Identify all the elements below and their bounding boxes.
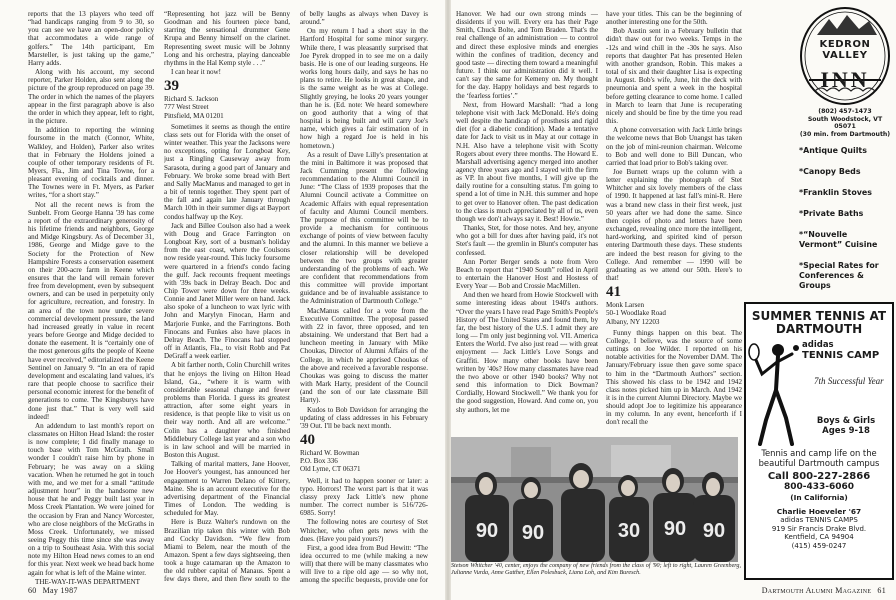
- address-line: 50-1 Woodlake Road: [606, 309, 666, 318]
- paragraph: Hanover. We had our own strong minds — dissidents if you will. Every era has their Page Smith, Chuck Bolte, and Tom Braden. That's the real challenge of an administration — to control and direct these explosive minds and energies within the confines of tradition, decency and good taste — directing them toward a meaningful future. I think our administration did it well. I can't say the same for Kemeny on. My thought for the day. Happy holidays and best regards to the ‘fearless forties’.”: [456, 10, 598, 100]
- paragraph: of belly laughs as always when Davey is around.”: [300, 10, 428, 27]
- paragraph: Well, it had to happen sooner or later: a typo. Horrors! The worst part is that it was classy prexy Jack Little's new phone number. The correct number is 516/726-6985. Sorry!: [300, 476, 428, 518]
- tennis-player-icon: [748, 340, 804, 448]
- paragraph: Ann Porter Berger sends a note from Vero Beach to report that “1940 South” rolled in April to entertain the Hanover Host and Hostess of Every Year — Bob and Crossie MacMillen.: [456, 257, 598, 291]
- class-year-heading: 39: [164, 78, 179, 95]
- tennis-ad-title: SUMMER TENNIS AT DARTMOUTH: [751, 309, 887, 336]
- paragraph: Along with his account, my second reporter, Parker Holden, also sent along the picture of the group reproduced on page 39. The order in which the names of the players appear in the first paragraph above is also the order in which they appear, left to right, in the picture.: [28, 68, 154, 126]
- paragraph: And then we heard from Howie Stockwell with some interesting ideas about 1940's authors. “Over the years I have read Page Smith's People's History of The United States and found them, by far, the best history of the U.S. I admit they are long — I'm only just beginning vol. VII. America Enters the World. I've also just read — with great enjoyment — Jack Little's Love Songs and Graffiti. How many other books have been written by '40s? How many classmates have read the two above or other 1940 books? Why not send this information to Dick Bowman? Cordially, Howard Stockwell.” We thank you for the good suggestion, Howard. And come on, you shy authors, let me: [456, 291, 598, 414]
- call-phone: Call 800-227-2866: [767, 471, 871, 482]
- issue-date: May 1987: [42, 586, 78, 595]
- address-line: 777 West Street: [164, 103, 209, 112]
- paragraph: The following notes are courtesy of Stet Whitcher, who often gets news with the dues. (Have you paid yours?): [300, 518, 428, 543]
- inn-contact: [799, 108, 891, 138]
- page-folio: [28, 586, 84, 595]
- class-year-heading: 40: [300, 431, 315, 448]
- successful-year: 7th Successful Year: [814, 376, 884, 386]
- class-year-heading: 41: [606, 284, 621, 301]
- paragraph: Funny things happen on this beat. The College, I believe, was the source of some cuttings on Joe Wilder. I reported on his notable activities for the November DAM. The January/February issue then gave some space to him in the “Dartmouth Authors” section. This showed his class to be 1942 and 1942 class notes picked him up in March. And 1942 it is in the current Alumni Directory. Maybe we should adopt Joe to legitimize his appearance in my column. In any event, henceforth if I don't recall the: [606, 328, 742, 427]
- paragraph: A bit farther north, Colin Churchill writes that he enjoys the living on Hilton Head Island, Ga., “where it is warm with considerable seasonal change and fewer problems than Florida. I guess its greatest attraction, after some eight years in residence, is that people like to visit us on their way north. And all are welcome.” Colin has a daughter who finished Middlebury College last year and a son who is in law school and will be married in Boston this August.: [164, 361, 290, 460]
- paragraph: Kudos to Bob Davidson for arranging the updating of class addresses in his February '39 Out. I'll be back next month.: [300, 405, 428, 430]
- inn-address: South Woodstock, VT 05071: [807, 115, 883, 131]
- address-line: Richard W. Bowman: [300, 448, 360, 457]
- group-photo-image: [451, 437, 738, 562]
- inn-name-top: KEDRON VALLEY: [819, 39, 871, 61]
- right-column-2: [606, 10, 742, 434]
- paragraph: Jack and Billee Coulson also had a week with Doug and Grace Farrington on Longboat Key, sort of a busman's holiday from the east coast, where the Coulsons now reside year-round. This lucky foursome were quartered in a friend's condo facing the gulf. Jack recounts frequent meetings with '39s back in Delray Beach. Doc and Chip Tower were down for three weeks. Connie and Janet Miller were on hand. Jack also spoke of a luncheon to wax lyric with John and Marylyn Finocan, Harm and Marjorie Funke, and the Farringtons. Both Finocans and Funkes also have places in Delray Beach. The Finocans had stopped off in Atlantis, Fla., to visit Robb and Pat DeGraff a week earlier.: [164, 221, 290, 361]
- paragraph: “Representing hot jazz will be Benny Goodman and his fourteen piece band, starring the sensational drummer Gene Krupa and Benny himself on the clarinet. Representing sweet music will be Johnny Long and his orchestra, playing danceable rhythms in the Hal Kemp style . . .”: [164, 10, 290, 67]
- paragraph: Bob Austin sent in a February bulletin that didn't thaw out for two weeks. Temps in the -12s and wind chill in the -30s he says. Also reports that daughter Pat has presented Helen with another grandson, Robin. This makes a total of six and their daughter Lisa is expecting in August. Bob's wife, June, hit the deck with pneumonia and spent a week in the hospital before getting clearance to come home. I called in March to learn that June is recuperating nicely and should be fine by the time you read this.: [606, 27, 742, 126]
- paragraph: As a result of Dave Lilly's presentation at the mini in Baltimore it was proposed that Jack Cumming present the following recommendation to the Alumni Council in June: “The Class of 1939 proposes that the Alumni Council activate a Committee on Academic Affairs with equal representation of faculty and Alumni Council members. The purpose of this committee will be to provide a mechanism for continuous exchange of points of view between faculty and the alumni. In this manner we believe a closer relationship will be developed between the two groups with greater understanding of the problems of each. We are confident that recommendations from this committee will provide important guidance and be of invaluable assistance to the Administration of Dartmouth College.”: [300, 150, 428, 306]
- paragraph: An addendum to last month's report on classmates on Hilton Head Island: the roster is now complete; I did finally manage to touch base with Tom McGrath. Small wonder I couldn't raise him by phone in February; he was away on a skiing vacation. When he returned he got in touch with me, and we met for a small “attitude adjustment hour” in the handsome new house that he and Peggy built last year in Moss Creek Plantation. We were joined for the occasion by Fran and Nancy Worcester, who are close neighbors of the McGraths in Moss Creek. Unfortunately, we missed seeing Peggy this time since she was away on a trip to Southeast Asia. With this social note my Hilton Head news comes to an end for this year. Next week we head back home again for what is left of the Maine winter.: [28, 421, 154, 577]
- class-secretary-address: [164, 95, 290, 120]
- paragraph: MacManus called for a vote from the Executive Committee. The proposal passed with 22 in favor, three opposed, and ten abstaining. We understand that Bert had a luncheon meeting in January with Mike Choukas, Director of Alumni Affairs of the College, in which he apprised Choukas of the above and received a favorable response. Choukas was going to discuss the matter with Mark Harty, president of the Council (and the son of our late classmate Bill Harty).: [300, 306, 428, 405]
- paragraph: Not all the recent news is from the Sunbelt. From George Hanna '39 has come a report of the extraordinary generosity of his lifetime friends and neighbors, George and Midge Kingsbury. As of December 31, 1986, George and Midge gave to the Society for the Protection of New Hampshire Forests a conservation easement on their 200-acre farm in Keene which ensures that the land will remain forever free from development, even by subsequent owners, and can be used in perpetuity only for agriculture, recreation, and forestry. In an area of the town now under severe commercial development pressure, the land had increased greatly in value in recent years before George and Midge decided to donate the easement. It is “certainly one of the most generous gifts the people of Keene have ever received,” editorialized the Keene Sentinel on January 9. “In an era of rapid development and escalating land values, it's rare that people choose to sacrifice their personal economic interest for the benefit of generations to come. The Kingsburys have done just that.” That is very well said indeed!: [28, 200, 154, 421]
- paragraph: reports that the 13 players who teed off “had handicaps ranging from 9 to 30, so you can see we have an open-door policy that accommodates a wide range of golfers.” The 14th participant, Em Marsteller, is just taking up the game,” Harry adds.: [28, 10, 154, 67]
- jersey-number: 90: [521, 522, 545, 544]
- inn-features-list: [799, 146, 891, 291]
- contact-street: 919 Sir Francis Drake Blvd.: [771, 524, 867, 533]
- contact-org: adidas TENNIS CAMPS: [780, 516, 858, 524]
- jersey-number: 90: [475, 520, 499, 542]
- paragraph: On my return I had a short stay in the Hartford Hospital for some minor surgery. While there, I was pleasantly surprised that Joe Pyrek dropped in to see me on a daily basis. He is one of our leading surgeons. He works long hours daily, and says he has no plans to retire. He looks in great shape, and is the same weight as he was at College. Slightly greying, he looks 20 years younger than he is. (Ed. note: We heard somewhere on good authority that a wing of that hospital is being built and will carry Joe's name, which gives a fair estimation of in how high a regard Joe is held in his hometown.): [300, 27, 428, 150]
- right-column-1: [456, 10, 598, 434]
- paragraph: Joe Burnett wraps up the column with a letter explaining the photograph of Stet Whitcher and six lovely members of the class of 1990. It happened at last fall's mini-R. Here was a brand new class in their first week, just 50 years after we had done the same. Since then copies of photo and letters have been exchanged, revealing once more the intelligent, hard-working, and spirited kind of person entering Dartmouth these days. These students are indeed the best reason for giving to the College. And remember — 1990 will be graduating as we attend our 50th. Here's to that!: [606, 167, 742, 282]
- class-secretary-address: [606, 301, 742, 326]
- left-column-3: [300, 10, 428, 584]
- kedron-valley-inn-ad: [799, 5, 891, 293]
- jersey-number: 90: [702, 520, 726, 542]
- inn-logo: [799, 5, 891, 107]
- left-column-1: [28, 10, 154, 584]
- paragraph: Next, from Howard Marshall: “had a long telephone visit with Jack McDonald. He's doing well despite the handicap of prosthesis and rigid diet (for a diabetic condition). Made a tentative date for Jack to visit us in May at our cottage in N.H. Also have a telephone visit with Scotty Rogers about every three months. The Howard E. Marshall advertising agency merged into another agency three years ago and I stayed with the firm as VP. In about five months, I will give up the daily routine for a consulting status. I'm going to spend a lot of time in N.H. this summer and hope to get over to Hanover often. The past dedication to the class is much appreciated by all of us, even though we don't always say it. Best! Howie.”: [456, 100, 598, 223]
- section-heading: THE-WAY-IT-WAS DEPARTMENT: [35, 577, 140, 584]
- paragraph: First, a good idea from Bud Hewitt: “The idea occurred to me (while making a new will) that there will be many classmates who will live to a ripe old age — so why not, among the specific bequests, provide one for: [300, 543, 428, 584]
- inn-name: INN: [820, 67, 870, 92]
- contact-phone: (415) 459-0247: [791, 541, 847, 550]
- tennis-ad-middle: [746, 340, 892, 448]
- class-photo: [451, 437, 738, 562]
- contact-name: Charlie Hoeveler '67: [776, 507, 862, 516]
- address-line: Richard S. Jackson: [164, 95, 219, 104]
- inn-feature: *Private Baths: [799, 209, 864, 219]
- paragraph: A phone conversation with Jack Little brings the welcome news that Bob Unangst has taken on the job of mini-reunion chairman. Welcome to Bob and well done to Bill Duncan, who carried that load prior to Bob's taking over.: [606, 126, 742, 167]
- alt-region: (In California): [790, 493, 848, 502]
- inn-feature: *Antique Quilts: [799, 146, 867, 156]
- paragraph: I can hear it now!: [171, 68, 222, 77]
- address-line: Pittsfield, MA 01201: [164, 111, 224, 120]
- jersey-number: 30: [617, 520, 641, 542]
- inn-distance: (30 min. from Dartmouth): [799, 130, 891, 138]
- alt-phone: 800-433-6060: [783, 482, 855, 492]
- tennis-tagline: Tennis and camp life on the beautiful Dartmouth campus: [758, 448, 880, 468]
- address-line: Albany, NY 12203: [606, 317, 660, 326]
- magazine-title: Dartmouth Alumni Magazine: [761, 586, 872, 595]
- photo-caption: Stetson Whitcher '40, center, enjoys the company of new friends from the class of '90; left to right, Lauren Greenberg, Julianne Vurda, Anne Gatther, Ellen Polesbuck, Liana Loh, and Kim Buresch.: [451, 563, 741, 577]
- adidas-logo: adidas: [802, 340, 834, 350]
- paragraph: have your titles. This can be the beginning of another interesting one for the 50th.: [606, 10, 742, 27]
- paragraph: Here is Buzz Walter's rundown on the Brazilian trip taken this winter with Bob and Cocky Davidson. “We flew from Miami to Belem, near the mouth of the Amazon. Spent a few days sightseeing, then took a huge catamaran up the Amazon to the old rubber capital of Manaus. Spent a few days there, and then flew south to the: [164, 518, 290, 584]
- inn-feature: *Franklin Stoves: [799, 188, 872, 198]
- page-number: 60: [28, 586, 37, 595]
- inn-feature: *Special Rates for Conferences & Groups: [799, 261, 879, 291]
- tennis-camp-ad: [744, 302, 894, 580]
- inn-phone: (802) 457-1473: [818, 108, 872, 115]
- address-line: Old Lyme, CT 06371: [300, 465, 361, 474]
- inn-feature: *“Nouvelle Vermont” Cuisine: [799, 230, 878, 250]
- class-secretary-address: [300, 449, 428, 474]
- address-line: P.O. Box 336: [300, 457, 338, 466]
- page-number: 61: [877, 586, 886, 595]
- page-folio: [652, 586, 892, 595]
- paragraph: Thanks, Stet, for those notes. And hey, anyone who got a bill for dues after having paid, it's not Stet's fault — the gremlin in Blunt's computer has confessed.: [456, 224, 598, 257]
- inn-feature: *Canopy Beds: [799, 167, 861, 177]
- jersey-number: 90: [663, 518, 687, 540]
- tennis-camp-label: TENNIS CAMP: [802, 350, 880, 361]
- left-column-2: [164, 10, 290, 584]
- paragraph: Sometimes it seems as though the entire class sets out for Florida with the onset of winter weather. This year the Jacksons were no exceptions, opting for Longboat Key, just a Ringling Causeway away from Sarasota, during a good part of January and February. We broke some bread with Bert and Sally MacManus and managed to get in a bit of tennis together. They spent part of the fall and again late January through March 10th in their summer digs at Bayport condos halfway up the Key.: [164, 122, 290, 221]
- paragraph: In addition to reporting the winning foursome in the match (Connor, White, Walkley, and Holden), Parker also writes that in February the Holdens joined a couple of other temporary residents of Ft. Myers, Fla., Jim and Tina Towne, for a pleasant evening of cocktails and dinner. The Townes were in Ft. Myers, as Parker writes, “for a short stay.”: [28, 126, 154, 200]
- age-range: Boys & Girls Ages 9-18: [816, 416, 876, 436]
- address-line: Monk Larsen: [606, 301, 645, 310]
- contact-city: Kentfield, CA 94904: [784, 533, 854, 541]
- paragraph: Talking of marital matters, Jane Hoover, Joe Hoover's youngest, has announced her engagement to Warren DeIano of Kittery, Maine. She is an account executive for the advertising department of the Financial Times of London. The wedding is scheduled for May.: [164, 460, 290, 518]
